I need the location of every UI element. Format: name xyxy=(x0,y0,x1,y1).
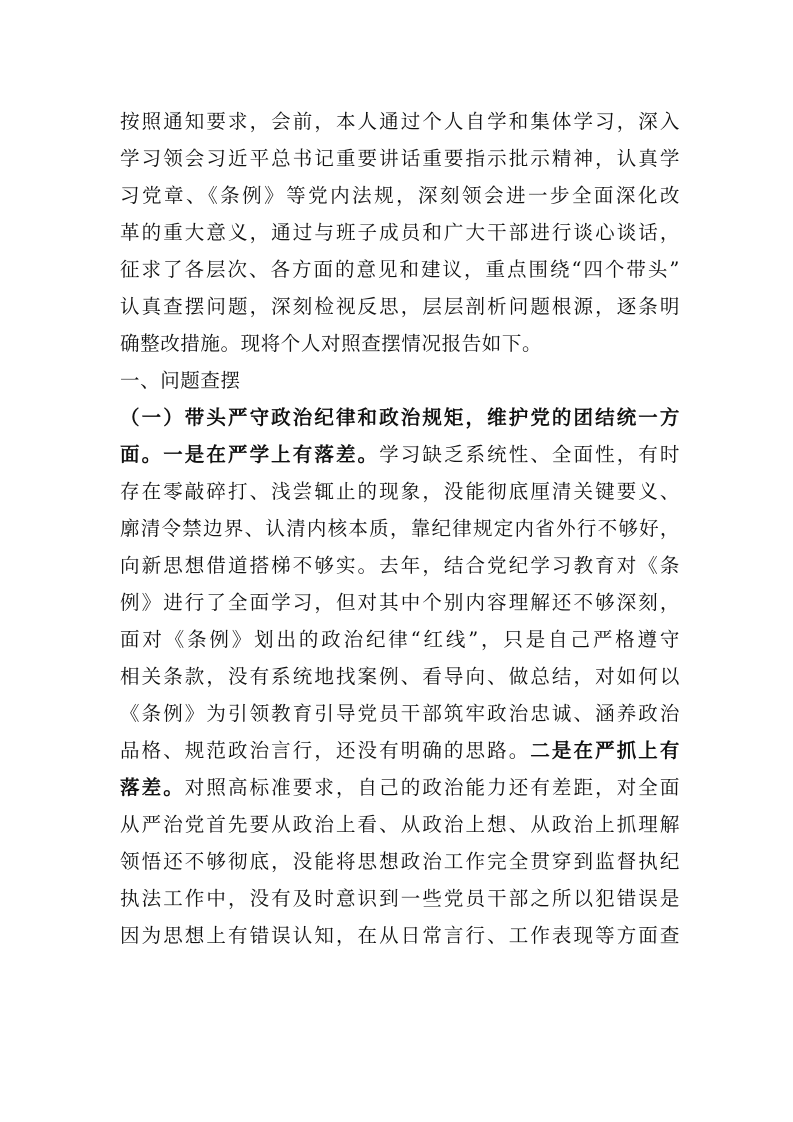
text-line xyxy=(120,584,680,621)
text-line xyxy=(120,621,680,658)
text-run: 《条例》为引领教育引导党员干部筑牢政治忠诚、涵养政治 xyxy=(120,702,680,725)
text-line xyxy=(120,251,680,288)
text-run: 按照通知要求，会前，本人通过个人自学和集体学习，深入 xyxy=(120,110,680,133)
text-run: 执法工作中，没有及时意识到一些党员干部之所以犯错误是 xyxy=(120,887,680,910)
report-body xyxy=(120,103,680,954)
text-run: 面对《条例》划出的政治纪律“红线”，只是自己严格遵守 xyxy=(120,628,680,651)
bold-text-run: （一）带头严守政治纪律和政治规矩，维护党的团结统一方 xyxy=(120,406,680,429)
text-line xyxy=(120,436,680,473)
text-line xyxy=(120,473,680,510)
text-line xyxy=(120,362,680,399)
text-run: 对照高标准要求，自己的政治能力还有差距，对全面 xyxy=(184,776,680,799)
text-run: 征求了各层次、各方面的意见和建议，重点围绕“四个带头” xyxy=(120,258,680,281)
text-run: 因为思想上有错误认知，在从日常言行、工作表现等方面查 xyxy=(120,924,680,947)
text-run: 确整改措施。现将个人对照查摆情况报告如下。 xyxy=(120,332,543,355)
text-run: 学习领会习近平总书记重要讲话重要指示批示精神，认真学 xyxy=(120,147,680,170)
text-run: 认真查摆问题，深刻检视反思，层层剖析问题根源，逐条明 xyxy=(120,295,680,318)
text-line xyxy=(120,177,680,214)
text-line xyxy=(120,843,680,880)
text-run: 革的重大意义，通过与班子成员和广大干部进行谈心谈话， xyxy=(120,221,680,244)
text-run: 学习缺乏系统性、全面性，有时 xyxy=(379,443,680,466)
text-run: 向新思想借道搭梯不够实。去年，结合党纪学习教育对《条 xyxy=(120,554,680,577)
text-line xyxy=(120,658,680,695)
text-run: 品格、规范政治言行，还没有明确的思路。 xyxy=(120,739,531,762)
text-line xyxy=(120,140,680,177)
text-line xyxy=(120,732,680,769)
bold-text-run: 面。一是在严学上有落差。 xyxy=(120,443,380,466)
text-run: 一、问题查摆 xyxy=(120,369,241,392)
text-run: 例》进行了全面学习，但对其中个别内容理解还不够深刻， xyxy=(120,591,680,614)
text-line xyxy=(120,325,680,362)
text-run: 习党章、《条例》等党内法规，深刻领会进一步全面深化改 xyxy=(120,184,680,207)
text-line xyxy=(120,917,680,954)
text-line xyxy=(120,880,680,917)
text-line xyxy=(120,510,680,547)
text-line xyxy=(120,806,680,843)
text-run: 领悟还不够彻底，没能将思想政治工作完全贯穿到监督执纪 xyxy=(120,850,680,873)
text-line xyxy=(120,399,680,436)
text-line xyxy=(120,769,680,806)
bold-text-run: 二是在严抓上有 xyxy=(530,739,681,762)
text-run: 从严治党首先要从政治上看、从政治上想、从政治上抓理解 xyxy=(120,813,680,836)
text-run: 存在零敲碎打、浅尝辄止的现象，没能彻底厘清关键要义、 xyxy=(120,480,680,503)
text-line xyxy=(120,288,680,325)
text-run: 廓清令禁边界、认清内核本质，靠纪律规定内省外行不够好， xyxy=(120,517,680,540)
bold-text-run: 落差。 xyxy=(120,776,185,799)
text-run: 相关条款，没有系统地找案例、看导向、做总结，对如何以 xyxy=(120,665,680,688)
text-line xyxy=(120,103,680,140)
text-line xyxy=(120,214,680,251)
text-line xyxy=(120,547,680,584)
text-line xyxy=(120,695,680,732)
